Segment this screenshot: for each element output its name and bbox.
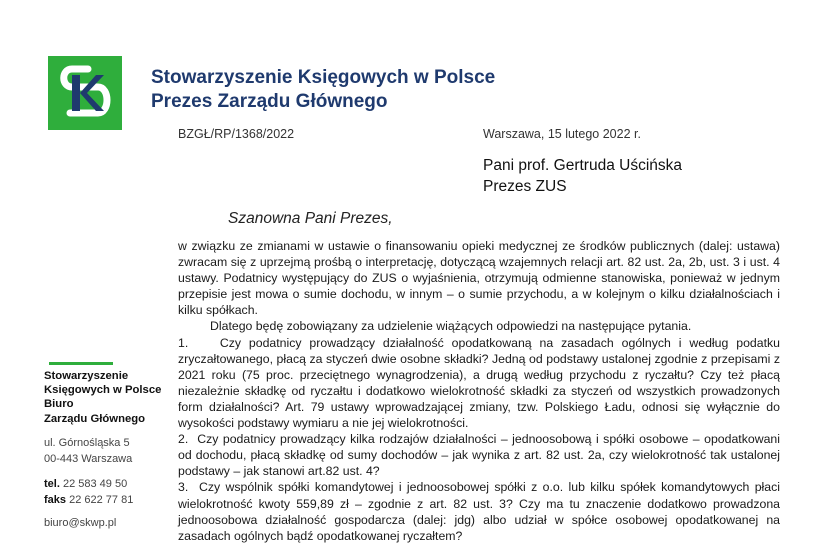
fax-label: faks bbox=[44, 493, 67, 506]
organization-name: Stowarzyszenie Księgowych w Polsce bbox=[151, 67, 496, 88]
addressee-title: Prezes ZUS bbox=[483, 178, 567, 195]
organization-header bbox=[151, 66, 495, 114]
letter-body bbox=[178, 238, 780, 544]
sidebar-name-line: Zarządu Głównego bbox=[44, 412, 146, 425]
reference-number: BZGŁ/RP/1368/2022 bbox=[178, 127, 295, 141]
organization-role: Prezes Zarządu Głównego bbox=[151, 91, 388, 112]
addressee-name: Pani prof. Gertruda Uścińska bbox=[483, 157, 683, 174]
sidebar-office-name bbox=[44, 369, 161, 426]
sidebar-name-line: Biuro bbox=[44, 398, 74, 411]
sidebar-street: ul. Górnośląska 5 bbox=[44, 437, 130, 449]
salutation: Szanowna Pani Prezes, bbox=[228, 210, 393, 227]
question-2: 2. Czy podatnicy prowadzący kilka rodzajów działalności – jednoosobową i spółki osobowe – opodatkowani od dochodu, płacą składkę od sumy dochodów – jak wynika z art. 82 ust. 2a, czy wielokrotność tak ustalonej podstawy – jak stanowi art.82 ust. 4? bbox=[178, 432, 780, 479]
tel-value[interactable]: 22 583 49 50 bbox=[62, 478, 128, 490]
sidebar-name-line: Stowarzyszenie bbox=[44, 370, 129, 382]
place-and-date: Warszawa, 15 lutego 2022 r. bbox=[483, 127, 641, 141]
question-3: 3. Czy wspólnik spółki komandytowej i jednoosobowej spółki z o.o. lub kilku spółek komandytowych płaci wielokrotność kwoty 559,89 zł – zgodnie z art. 82 ust. 3? Czy ma tu znaczenie dodatkowo prowadzona jednoosobowa działalność gospodarcza (dalej: jdg) albo udział w spółce osobowej opodatkowanej na zasadach ogólnych bądź opodatkowanej ryczałtem? bbox=[178, 480, 780, 543]
addressee-block bbox=[483, 155, 682, 197]
sidebar-address bbox=[44, 436, 132, 467]
sidebar-phones bbox=[44, 477, 133, 508]
sidebar-name-line: Księgowych w Polsce bbox=[44, 384, 162, 397]
skwp-logo bbox=[48, 56, 122, 130]
fax-value: 22 622 77 81 bbox=[69, 493, 134, 506]
sidebar-email[interactable]: biuro@skwp.pl bbox=[44, 517, 117, 529]
sidebar-tel-line bbox=[44, 477, 133, 493]
tel-label: tel. bbox=[44, 478, 60, 490]
body-paragraph-intro: w związku ze zmianami w ustawie o finansowaniu opieki medycznej ze środków publicznych (dalej: ustawa) zwracam się z uprzejmą prośbą o interpretację, dotyczącą wzajemnych relacji art. 82 ust. 2a, 2b, ust. 3 i ust. 4 ustawy. Podatnicy występujący do ZUS o wyjaśnienia, otrzymują odmienne stanowiska, ponieważ w jednym przepisie jest mowa o sumie dochodu, w innym – o sumie przychodu, a w kolejnym o kilku działalnościach i kilku spółkach. bbox=[178, 239, 780, 318]
sidebar-city: 00-443 Warszawa bbox=[44, 452, 133, 465]
body-paragraph-request: Dlatego będę zobowiązany za udzielenie wiążących odpowiedzi na następujące pytania. bbox=[210, 319, 692, 334]
sidebar-fax-line bbox=[44, 493, 133, 509]
question-1: 1. Czy podatnicy prowadzący działalność opodatkowaną na zasadach ogólnych i według podatku zryczałtowanego, płacą za styczeń dwie osobne składki? Jedną od podstawy ustalonej zgodnie z przepisami z 2021 roku (75 proc. przeciętnego wynagrodzenia), a drugą według przychodu z ryczałtu? Czy też płacą niezależnie składkę od ryczałtu i dodatkowo wielokrotność składki za styczeń od wszystkich prowadzonych form działalności? Art. 79 ustawy wprowadzającej zmiany, tzw. Polskiego Ładu, odnosi się wyłącznie do wysokości podstawy wymiaru a nie jej wielokrotności. bbox=[178, 335, 780, 431]
sidebar-accent-divider bbox=[49, 362, 113, 365]
